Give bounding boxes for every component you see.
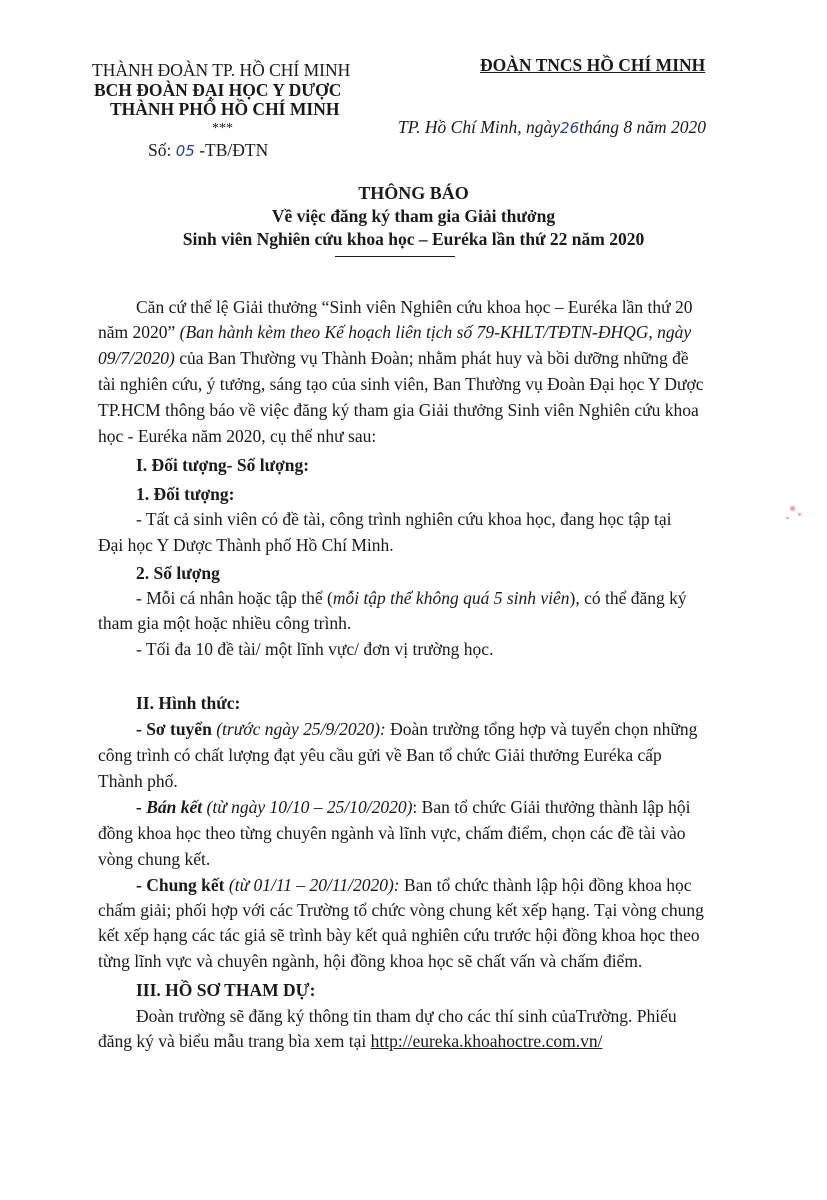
intro-line-2b: (Ban hành kèm theo Kế hoạch liên tịch số 79-KHLT/TĐTN-ĐHQG, ngày (179, 322, 692, 342)
intro-line-3b: của Ban Thường vụ Thành Đoàn; nhằm phát huy và bồi dưỡng những đề (179, 348, 689, 368)
document-subtitle-1: Về việc đăng ký tham gia Giải thưởng (271, 206, 556, 226)
phase-2-line-2: đồng khoa học theo từng chuyên ngành và lĩnh vực, chấm điểm, chọn các đề tài vào (98, 823, 686, 843)
section-1-2-heading: 2. Số lượng (136, 563, 220, 583)
phase-2-label: - Bán kết (136, 797, 203, 817)
title-underline (335, 256, 455, 257)
intro-line-2 (98, 322, 691, 343)
document-number (148, 140, 268, 161)
eureka-link[interactable]: http://eureka.khoahoctre.com.vn/ (370, 1031, 603, 1051)
section-1-2-line-1a: - Mỗi cá nhân hoặc tập thể ( (136, 588, 333, 608)
section-1-1-line-1: - Tất cả sinh viên có đề tài, công trình nghiên cứu khoa học, đang học tập tại (136, 509, 672, 529)
intro-line-4: tài nghiên cứu, ý tưởng, sáng tạo của sinh viên, Ban Thường vụ Đoàn Đại học Y Dược (98, 374, 704, 394)
document-date (398, 117, 706, 138)
scan-speck (798, 513, 801, 516)
right-title: ĐOÀN TNCS HỒ CHÍ MINH (480, 55, 706, 75)
document-title: THÔNG BÁO (358, 183, 469, 203)
org-name-line2: THÀNH PHỐ HỒ CHÍ MINH (110, 99, 340, 119)
phase-3-line-1 (136, 875, 692, 896)
section-1-2-line-1b: mỗi tập thể không quá 5 sinh viên (332, 588, 570, 608)
phase-1-line-3: Thành phố. (98, 771, 178, 791)
intro-line-3a: 09/7/2020) (98, 348, 175, 368)
phase-2-date: (từ ngày 10/10 – 25/10/2020) (206, 797, 413, 817)
section-1-2-line-3: - Tối đa 10 đề tài/ một lĩnh vực/ đơn vị trường học. (136, 639, 494, 659)
org-name-line1: BCH ĐOÀN ĐẠI HỌC Y DƯỢC (94, 80, 342, 100)
phase-3-line-3: kết xếp hạng các tác giả sẽ trình bày kết quả nghiên cứu trước hội đồng khoa học theo (98, 925, 700, 945)
phase-1-line-1 (136, 719, 697, 740)
date-prefix: TP. Hồ Chí Minh, ngày (398, 117, 561, 137)
section-1-1-heading: 1. Đối tượng: (136, 484, 235, 504)
date-handwritten: 26 (560, 119, 580, 137)
phase-2-text: : Ban tổ chức Giải thưởng thành lập hội (412, 797, 691, 817)
section-3-line-2 (98, 1031, 602, 1052)
phase-1-label: - Sơ tuyển (136, 719, 212, 739)
intro-line-2a: năm 2020” (98, 322, 176, 342)
document-subtitle-2: Sinh viên Nghiên cứu khoa học – Euréka lần thứ 22 năm 2020 (182, 229, 645, 249)
phase-1-date: (trước ngày 25/9/2020): (216, 719, 386, 739)
phase-3-label: - Chung kết (136, 875, 225, 895)
section-3-line-1: Đoàn trường sẽ đăng ký thông tin tham dự cho các thí sinh củaTrường. Phiếu (136, 1006, 677, 1026)
phase-3-line-2: chấm giải; phối hợp với các Trường tổ chức vòng chung kết xếp hạng. Tại vòng chung (98, 900, 704, 920)
org-parent: THÀNH ĐOÀN TP. HỒ CHÍ MINH (92, 60, 351, 80)
phase-1-text: Đoàn trường tổng hợp và tuyển chọn những (390, 719, 698, 739)
section-1-heading: I. Đối tượng- Số lượng: (136, 455, 310, 475)
intro-line-3 (98, 348, 689, 369)
section-3-heading: III. HỒ SƠ THAM DỰ: (136, 980, 316, 1000)
doc-no-prefix: Số: (148, 140, 172, 160)
intro-line-6: học - Euréka năm 2020, cụ thể như sau: (98, 426, 377, 446)
section-1-2-line-2: tham gia một hoặc nhiều công trình. (98, 613, 352, 633)
scan-speck (786, 517, 789, 519)
doc-no-suffix: -TB/ĐTN (199, 140, 269, 160)
phase-1-line-2: công trình có chất lượng đạt yêu cầu gửi về Ban tổ chức Giải thưởng Euréka cấp (98, 745, 662, 765)
phase-3-date: (từ 01/11 – 20/11/2020): (228, 875, 400, 895)
section-1-2-line-1 (136, 588, 687, 609)
date-suffix: tháng 8 năm 2020 (579, 117, 707, 137)
section-1-2-line-1c: ), có thể đăng ký (569, 588, 687, 608)
doc-no-handwritten: 05 (175, 142, 195, 160)
section-2-heading: II. Hình thức: (136, 693, 241, 713)
intro-line-5: TP.HCM thông báo về việc đăng ký tham gia Giải thưởng Sinh viên Nghiên cứu khoa (98, 400, 699, 420)
phase-2-line-3: vòng chung kết. (98, 849, 211, 869)
section-3-line-2a: đăng ký và biểu mẫu trang bìa xem tại (98, 1031, 367, 1051)
scan-speck (790, 506, 795, 511)
section-1-1-line-2: Đại học Y Dược Thành phố Hồ Chí Minh. (98, 535, 394, 555)
phase-3-line-4: từng lĩnh vực và chuyên ngành, hội đồng khoa học sẽ chất vấn và chấm điểm. (98, 951, 643, 971)
intro-line-1: Căn cứ thể lệ Giải thưởng “Sinh viên Nghiên cứu khoa học – Euréka lần thứ 20 (136, 297, 693, 317)
org-stars: *** (212, 121, 233, 136)
phase-3-text: Ban tổ chức thành lập hội đồng khoa học (404, 875, 692, 895)
phase-2-line-1 (136, 797, 690, 818)
